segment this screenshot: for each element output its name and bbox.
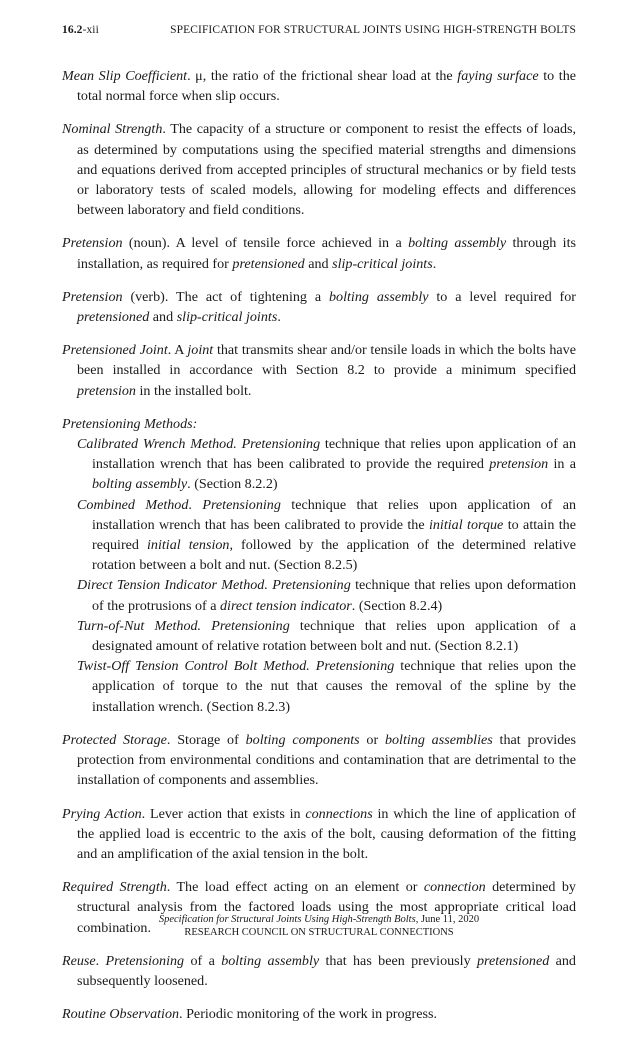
entry-mean-slip-coefficient: Mean Slip Coefficient. μ, the ratio of the frictional shear load at the faying surface to the total normal force when slip occurs.: [62, 68, 577, 105]
entry-turn-of-nut-method: Turn-of-Nut Method. Pretensioning technique that relies upon application of a designated amount of relative rotation between bolt and nut. (Section 8.2.1): [77, 617, 576, 655]
entry-pretension-noun: Pretension (noun). A level of tensile force achieved in a bolting assembly through its installation, as required for pretensioned and slip-critical joints.: [62, 235, 576, 272]
entry-reuse: Reuse. Pretensioning of a bolting assembly that has been previously pretensioned and subsequently loosened.: [62, 952, 576, 989]
term: Pretensioning Methods:: [62, 415, 198, 432]
term: Routine Observation: [62, 1006, 180, 1023]
term: Calibrated Wrench Method. Pretensioning: [77, 436, 321, 453]
term: Combined Method: [77, 496, 189, 513]
term: Pretensioned Joint: [62, 342, 168, 359]
term: Turn-of-Nut Method. Pretensioning: [77, 617, 290, 634]
term: Mean Slip Coefficient: [62, 68, 188, 84]
term: Reuse: [62, 952, 96, 969]
entry-calibrated-wrench-method: Calibrated Wrench Method. Pretensioning technique that relies upon application of an installation wrench that has been calibrated to provide the required pretension in a bolting assembly. (Section 8.2.2): [77, 436, 577, 493]
entry-pretension-verb: Pretension (verb). The act of tightening a bolting assembly to a level required for pretensioned and slip-critical joints.: [62, 288, 576, 326]
term: Protected Storage: [62, 731, 167, 748]
entry-combined-method: Combined Method. Pretensioning technique that relies upon application of an installation wrench that has been calibrated to provide the initial torque to attain the required initial tension, followed by the application of the determined relative rotation between a bolt and nut. (Section 8.2.5): [77, 496, 577, 574]
glossary-content: [62, 66, 576, 1037]
page-header: [62, 24, 576, 44]
entry-nominal-strength: Nominal Strength. The capacity of a structure or component to resist the effects of loads, as determined by computations using the specified material strengths and dimensions and equations derived from accepted principles of structural mechanics or by field tests or laboratory tests of scaled models, allowing for modeling effects and differences between laboratory and field conditions.: [62, 121, 576, 219]
term: Prying Action: [62, 805, 142, 822]
entry-pretensioned-joint: Pretensioned Joint. A joint that transmits shear and/or tensile loads in which the bolts have been installed in accordance with Section 8.2 to provide a minimum specified pretension in the installed bolt.: [62, 342, 576, 399]
entry-required-strength: Required Strength. The load effect acting on an element or connection determined by structural analysis from the factored loads using the most appropriate critical load combination.: [62, 879, 576, 936]
term: Pretension: [62, 235, 123, 252]
term: Required Strength: [62, 879, 167, 896]
entry-direct-tension-indicator-method: Direct Tension Indicator Method. Pretensioning technique that relies upon deformation of the protrusions of a direct tension indicator. (Section 8.2.4): [77, 577, 577, 614]
page-number-section: 16.2: [62, 24, 83, 36]
running-title: SPECIFICATION FOR STRUCTURAL JOINTS USING HIGH-STRENGTH BOLTS: [170, 24, 576, 36]
footer-spec-line: Specification for Structural Joints Using High-Strength Bolts, June 11, 2020: [158, 914, 480, 925]
page-footer: [0, 913, 638, 939]
term: Nominal Strength: [62, 121, 163, 138]
term: Twist-Off Tension Control Bolt Method. Pretensioning: [77, 658, 395, 675]
term: Direct Tension Indicator Method. Pretensioning: [77, 577, 351, 594]
footer-organization: RESEARCH COUNCIL ON STRUCTURAL CONNECTIONS: [184, 927, 454, 938]
pretensioning-methods-list: [62, 434, 576, 717]
entry-protected-storage: Protected Storage. Storage of bolting components or bolting assemblies that provides protection from environmental conditions and contamination that are detrimental to the installation of components and assemblies.: [62, 731, 576, 789]
entry-routine-observation: Routine Observation. Periodic monitoring of the work in progress.: [62, 1006, 438, 1023]
entry-prying-action: Prying Action. Lever action that exists in connections in which the line of application of the applied load is eccentric to the axis of the bolt, causing deformation of the fitting and an amplification of the axial tension in the bolt.: [62, 805, 576, 862]
term: Pretension: [62, 288, 123, 305]
page-number: [62, 24, 99, 36]
page-number-roman: -xii: [82, 24, 99, 36]
entry-pretensioning-methods: [62, 414, 576, 434]
entry-twist-off-method: Twist-Off Tension Control Bolt Method. Pretensioning technique that relies upon the application of torque to the nut that causes the removal of the spline by the installation wrench. (Section 8.2.3): [77, 658, 576, 715]
